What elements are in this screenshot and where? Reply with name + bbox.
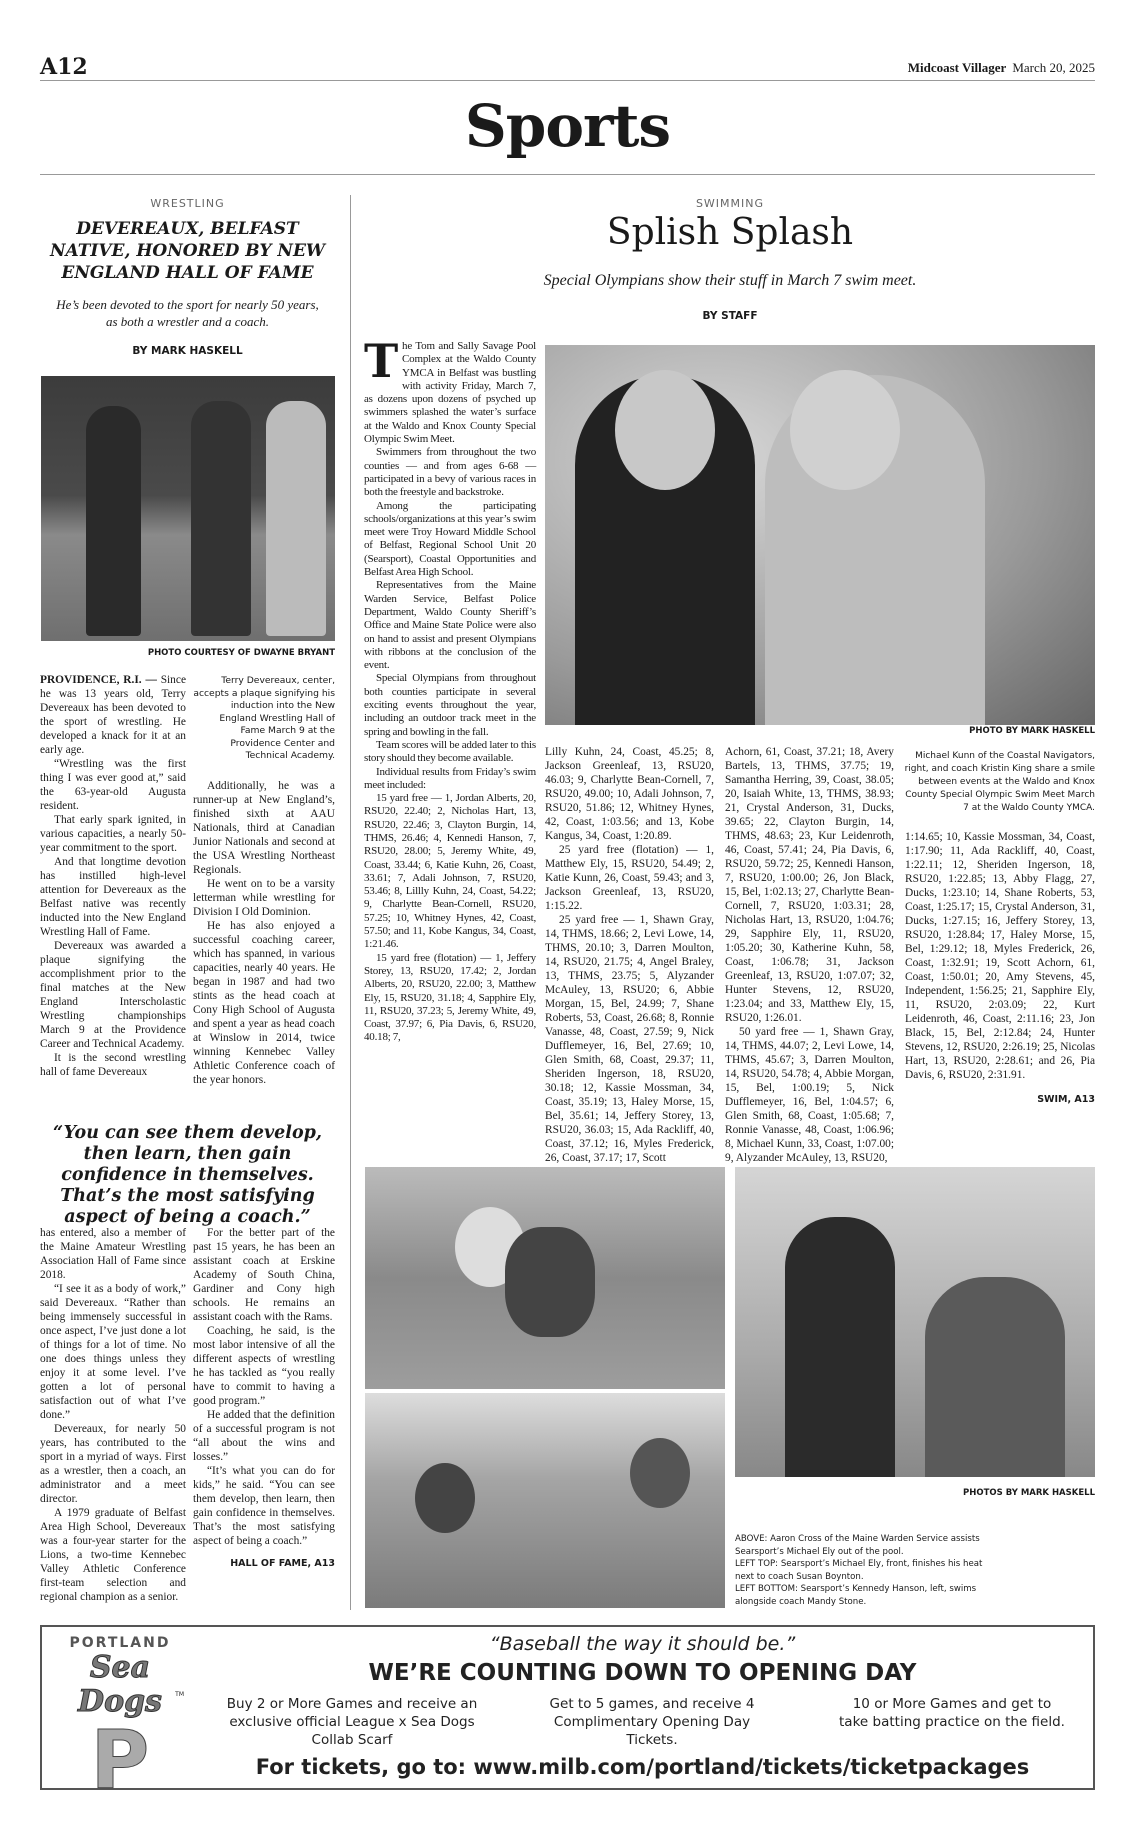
ad-tagline: “Baseball the way it should be.” — [489, 1633, 796, 1655]
paragraph: Achorn, 61, Coast, 37.21; 18, Avery Bartels, 13, THMS, 37.75; 19, Samantha Herring, 39, Coast, 38.05; 20, Isaiah White, 13, THMS, 38.93; 21, Crystal Anderson, 31, Ducks, 39.65; 22, Clayton Burgin, 14, THMS, 48.63; 23, Kur Leidenroth, 46, Coast, 57.41; 24, Pia Davis, 6, RSU20, 59.72; 25, Kennedi Hanson, 7, RSU20, 1:00.00; 26, Jon Black, 15, Bel, 1:02.13; 27, Charlytte Bean-Cornell, 7, RSU20, 1:03.31; 28, Nicholas Hart, 13, RSU20, 1:04.76; 29, Sapphire Ely, 11, RSU20, 1:05.20; 30, Katherine Kuhn, 58, Coast, 1:06.78; 31, Jackson Greenleaf, 13, RSU20, 1:07.07; 32, Hunter Stevens, 12, RSU20, 1:23.04; and 33, Matthew Ely, 15, RSU20, 1:26.01. — [725, 746, 894, 1024]
photos-caption — [735, 1533, 995, 1608]
main-photo-caption: Michael Kunn of the Coastal Navigators, right, and coach Kristin King share a smile between events at the Waldo and Knox County Special Olympic Swim Meet March 7 at the Waldo County YMCA. — [904, 751, 1095, 813]
paragraph: “I see it as a body of work,” said Devereaux. “Rather than being immensely successful in once aspect, I’ve just done a lot of things for a lot of time. No one does things unless they enjoy it at some level. I’ve gotten a lot of personal satisfaction out of what I’ve done.” — [40, 1283, 186, 1421]
paragraph: 15 yard free — 1, Jordan Alberts, 20, RSU20, 22.40; 2, Nicholas Hart, 13, RSU20, 22.46; 3, Clayton Burgin, 14, THMS, 26.46; 4, Kennedi Hanson, 7, RSU20, 28.00; 5, Jeremy White, 49, Coast, 33.44; 6, Katie Kuhn, 26, Coast, 33.61; 7, Adali Johnson, 7, RSU20, 53.46; 8, Lillly Kuhn, 24, Coast, 54.22; 9, Charlytte Bean-Cornell, RSU20, 57.25; 10, Whitney Hynes, 42, Coast, 57.50; and 11, Kobe Kangus, 34, Coast, 1:21.46. — [364, 792, 536, 951]
caption-left-top: LEFT TOP: Searsport’s Michael Ely, front, finishes his heat next to coach Susan Boynton. — [735, 1559, 983, 1582]
paragraph: He has also enjoyed a successful coaching career, which has spanned, in various capacities, nearly 40 years. He began in 1987 and had two stints as the head coach at Cony High School of Augusta and spent a year as head coach at Winslow in 2014, twice winning Kennebec Valley Athletic Conference coach of the year honors. — [193, 919, 335, 1086]
ad-offer-2: Get to 5 games, and receive 4 Complimentary Opening Day Tickets. — [549, 1696, 755, 1748]
paragraph: Individual results from Friday’s swim meet included: — [364, 765, 536, 791]
paragraph: Swimmers from throughout the two counties — and from ages 6-68 — participated in a bevy of various races in both the freestyle and backstroke. — [364, 446, 536, 499]
section-title: Sports — [464, 92, 671, 160]
wrestling-column-a — [40, 673, 186, 1079]
swim-photo-left-top — [365, 1167, 725, 1389]
paragraph: Devereaux, for nearly 50 years, has contributed to the sport in a myriad of ways. First as a wrestler, then a coach, an administrator and a meet director. — [40, 1423, 186, 1505]
caption-above: ABOVE: Aaron Cross of the Maine Warden Service assists Searsport’s Michael Ely out of the pool. — [735, 1534, 980, 1557]
paragraph: Devereaux was awarded a plaque signifying the accomplishment prior to the final matches at the New England Interscholastic Wrestling championships March 9 at the Providence Career and Technical Academy. — [40, 940, 186, 1050]
swimming-column-4 — [905, 830, 1095, 1105]
sea-dogs-ad[interactable] — [40, 1625, 1095, 1807]
ad-headline: WE’RE COUNTING DOWN TO OPENING DAY — [368, 1660, 917, 1686]
wrestling-photo — [41, 376, 335, 641]
paragraph: He went on to be a varsity letterman while wrestling for Division I Old Dominion. — [193, 877, 335, 918]
paragraph: 25 yard free — 1, Shawn Gray, 14, THMS, 18.66; 2, Levi Lowe, 14, THMS, 20.10; 3, Darren Moulton, 14, RSU20, 21.75; 4, Angel Braley, 13, THMS, 23.75; 5, Alyzander McAuley, 13, RSU20; 6, Abbie Morgan, 15, Bel, 24.99; 7, Shane Roberts, 53, Coast, 26.68; 8, Ronnie Vanasse, 48, Coast, 27.59; 9, Nick Dufflemeyer, 16, Bel, 27.69; 10, Glen Smith, 68, Coast, 29.37; 11, Sheriden Ingerson, 18, RSU20, 30.18; 12, Kassie Mossman, 34, Coast, 35.19; 13, Haley Morse, 15, Bel, 35.61; 14, Jeffery Storey, 13, RSU20, 36.03; 15, Ada Rackliff, 40, Coast, 37.12; 16, Myles Frederick, 26, Coast, 37.17; 17, Scott — [545, 914, 714, 1164]
dateline-paragraph — [40, 673, 186, 757]
drop-cap: T — [364, 334, 399, 388]
swimming-headline: Splish Splash — [606, 212, 854, 253]
paragraph: 1:14.65; 10, Kassie Mossman, 34, Coast, 1:17.90; 11, Ada Rackliff, 40, Coast, 1:22.11; 12, Sheriden Ingerson, 18, RSU20, 1:22.85; 13, Abby Flagg, 27, Ducks, 1:23.10; 14, Shane Roberts, 53, Coast, 1:25.17; 15, Crystal Anderson, 31, Ducks, 1:27.15; 16, Jeffery Storey, 13, RSU20, 1:28.84; 17, Haley Morse, 15, Bel, 1:29.12; 18, Myles Frederick, 26, Coast, 1:32.91; 19, Scott Achorn, 61, Coast, 1:50.01; 20, Amy Stevens, 45, Independent, 1:56.25; 21, Sapphire Ely, 11, RSU20, 2:03.09; 22, Kurt Leidenroth, 46, Coast, 2:11.16; 23, Jon Black, 15, Bel, 2:12.84; 24, Hunter Stevens, 12, RSU20, 2:26.19; 25, Nicolas Hart, 13, RSU20, 2:28.61; and 26, Pia Davis, 6, RSU20, 2:31.91. — [905, 831, 1095, 1081]
paragraph: “Wrestling was the first thing I was ever good at,” said the 63-year-old Augusta resident. — [40, 758, 186, 812]
ad-ticket-link[interactable]: For tickets, go to: www.milb.com/portland/tickets/ticketpackages — [255, 1755, 1030, 1779]
wrestling-column-d — [193, 1226, 335, 1569]
ad-offer-3: 10 or More Games and get to take batting practice on the field. — [839, 1696, 1065, 1730]
wrestling-kicker: WRESTLING — [150, 197, 225, 210]
swimming-deck: Special Olympians show their stuff in March 7 swim meet. — [543, 272, 917, 289]
paragraph: Special Olympians from throughout both counties participate in several exciting events throughout the year, including an outdoor track meet in the spring and bowling in the fall. — [364, 672, 536, 738]
page-number: A12 — [40, 54, 88, 80]
paragraph: That early spark ignited, in various capacities, a nearly 50-year commitment to the sport. — [40, 814, 186, 854]
dateline: PROVIDENCE, R.I. — — [40, 674, 157, 686]
swimming-column-3 — [725, 745, 894, 1165]
paragraph: Lilly Kuhn, 24, Coast, 45.25; 8, Jackson Greenleaf, 13, RSU20, 46.03; 9, Charlytte Bean-Cornell, 7, RSU20, 49.00; 10, Adali Johnson, 7, RSU20, 51.86; 12, Whitney Hynes, 42, Coast, 1:03.56; and 13, Kobe Kangus, 34, Coast, 1:20.89. — [545, 746, 714, 842]
paragraph: Since he was 13 years old, Terry Devereaux has been devoted to the sport of wrestling. He developed a knack for it at an early age. — [40, 674, 186, 756]
wrestling-deck: He’s been devoted to the sport for nearly 50 years, as both a wrestler and a coach. — [56, 297, 319, 329]
paragraph: 15 yard free (flotation) — 1, Jeffery Storey, 13, RSU20, 17.42; 2, Jordan Alberts, 20, RSU20, 22.00; 3, Matthew Ely, 15, RSU20, 31.18; 4, Sapphire Ely, 11, RSU20, 37.23; 5, Jeremy White, 49, Coast, 37.97; 6, Pia Davis, 6, RSU20, 40.18; 7, — [364, 951, 536, 1044]
caption-left-bottom: LEFT BOTTOM: Searsport’s Kennedy Hanson, left, swims alongside coach Mandy Stone. — [735, 1584, 977, 1607]
logo-team: Sea Dogs — [78, 1650, 162, 1719]
paragraph: Representatives from the Maine Warden Service, Belfast Police Department, Waldo County Sheriff’s Office and Maine State Police were also on hand to assist and present Olympians with ribbons at the conclusion of the event. — [364, 579, 536, 672]
wrestling-column-b — [193, 675, 335, 1087]
logo-city: PORTLAND — [69, 1635, 171, 1651]
logo-p-mascot-icon: P — [90, 1714, 150, 1807]
logo-trademark: TM — [175, 1691, 184, 1698]
paragraph: Additionally, he was a runner-up at New England’s, finished sixth at AAU Nationals, third at Canadian Junior Nationals and second at the USA Wrestling Northeast Regionals. — [193, 779, 335, 876]
swim-jump-line[interactable]: SWIM, A13 — [1037, 1094, 1095, 1105]
swimming-column-1 — [364, 334, 536, 1045]
wrestling-headline: DEVEREAUX, BELFAST NATIVE, HONORED BY NEW ENGLAND HALL OF FAME — [49, 219, 326, 283]
paragraph: Team scores will be added later to this story should they become available. — [364, 738, 536, 765]
issue-date: March 20, 2025 — [1012, 60, 1095, 75]
wrestling-jump-line[interactable]: HALL OF FAME, A13 — [230, 1558, 335, 1569]
paragraph: 25 yard free (flotation) — 1, Matthew Ely, 15, RSU20, 54.49; 2, Katie Kunn, 26, Coast, 59.43; and 3, Jackson Greenleaf, 13, RSU20, 1:15.22. — [545, 844, 714, 912]
pull-quote: “You can see them develop, then learn, then gain confidence in themselves. That’s the most satisfying aspect of being a coach.” — [53, 1123, 322, 1227]
header-rule — [40, 80, 1095, 81]
paragraph: Among the participating schools/organizations at this year’s swim meet were Troy Howard Middle School of Belfast, Regional School Unit 20 (Searsport), Coastal Opportunities and Belfast Area High School. — [364, 499, 536, 579]
masthead — [908, 60, 1095, 76]
photos-credit: PHOTOS BY MARK HASKELL — [963, 1488, 1095, 1498]
paragraph: It is the second wrestling hall of fame Devereaux — [40, 1052, 186, 1078]
wrestling-photo-credit: PHOTO COURTESY OF DWAYNE BRYANT — [147, 648, 335, 658]
swim-main-photo — [545, 345, 1095, 725]
section-rule — [40, 174, 1095, 175]
sea-dogs-logo — [50, 1635, 190, 1807]
paragraph: And that longtime devotion has instilled high-level attention for Devereaux as the Belfast native was recently inducted into the New England Wrestling Hall of Fame. — [40, 856, 186, 938]
paragraph: 50 yard free — 1, Shawn Gray, 14, THMS, 44.07; 2, Levi Lowe, 14, THMS, 45.67; 3, Darren Moulton, 14, RSU20, 54.78; 4, Abbie Morgan, 15, Bel, 1:00.19; 5, Nick Dufflemeyer, 16, Bel, 1:04.57; 6, Glen Smith, 68, Coast, 1:05.68; 7, Ronnie Vanasse, 48, Coast, 1:06.96; 8, Michael Kunn, 33, Coast, 1:07.00; 9, Alyzander McAuley, 13, RSU20, — [725, 1026, 894, 1164]
wrestling-byline: BY MARK HASKELL — [132, 345, 243, 357]
lead-paragraph — [364, 334, 536, 446]
swimming-byline: BY STAFF — [702, 310, 758, 322]
paragraph: “It’s what you can do for kids,” he said. “You can see them develop, then learn, then gain confidence in themselves. That’s the most satisfying aspect of being a coach.” — [193, 1465, 335, 1547]
swimming-column-2 — [545, 745, 714, 1165]
paragraph: he Tom and Sally Savage Pool Complex at the Waldo County YMCA in Belfast was bustling with activity Friday, March 7, as dozens upon dozens of psyched up swimmers splashed the water’s surface at the Waldo and Knox County Special Olympic Swim Meet. — [364, 340, 536, 446]
swim-photo-right — [735, 1167, 1095, 1477]
paragraph: He added that the definition of a successful program is not “all about the wins and losses.” — [193, 1409, 335, 1463]
ad-offer-1: Buy 2 or More Games and receive an exclusive official League x Sea Dogs Collab Scarf — [226, 1696, 478, 1748]
swim-photo-left-bottom — [365, 1393, 725, 1608]
swimming-kicker: SWIMMING — [695, 197, 765, 210]
wrestling-column-c — [40, 1226, 186, 1604]
column-divider — [350, 195, 351, 1610]
paragraph: has entered, also a member of the Maine Amateur Wrestling Association Hall of Fame since 2018. — [40, 1227, 186, 1281]
wrestling-photo-caption: Terry Devereaux, center, accepts a plaque signifying his induction into the New England Wrestling Hall of Fame March 9 at the Providence Center and Technical Academy. — [193, 675, 335, 761]
main-photo-credit: PHOTO BY MARK HASKELL — [969, 726, 1095, 736]
paper-name: Midcoast Villager — [907, 60, 1007, 75]
paragraph: Coaching, he said, is the most labor intensive of all the different aspects of wrestling he has tackled as “you really have to commit to having a good program.” — [193, 1325, 335, 1407]
paragraph: For the better part of the past 15 years, he has been an assistant coach at Erskine Academy of South China, Gardiner and Cony high schools. He remains an assistant coach with the Rams. — [193, 1227, 335, 1323]
paragraph: A 1979 graduate of Belfast Area High School, Devereaux was a four-year starter for the Lions, a two-time Kennebec Valley Athletic Conference first-team selection and regional champion as a senior. — [40, 1507, 186, 1603]
